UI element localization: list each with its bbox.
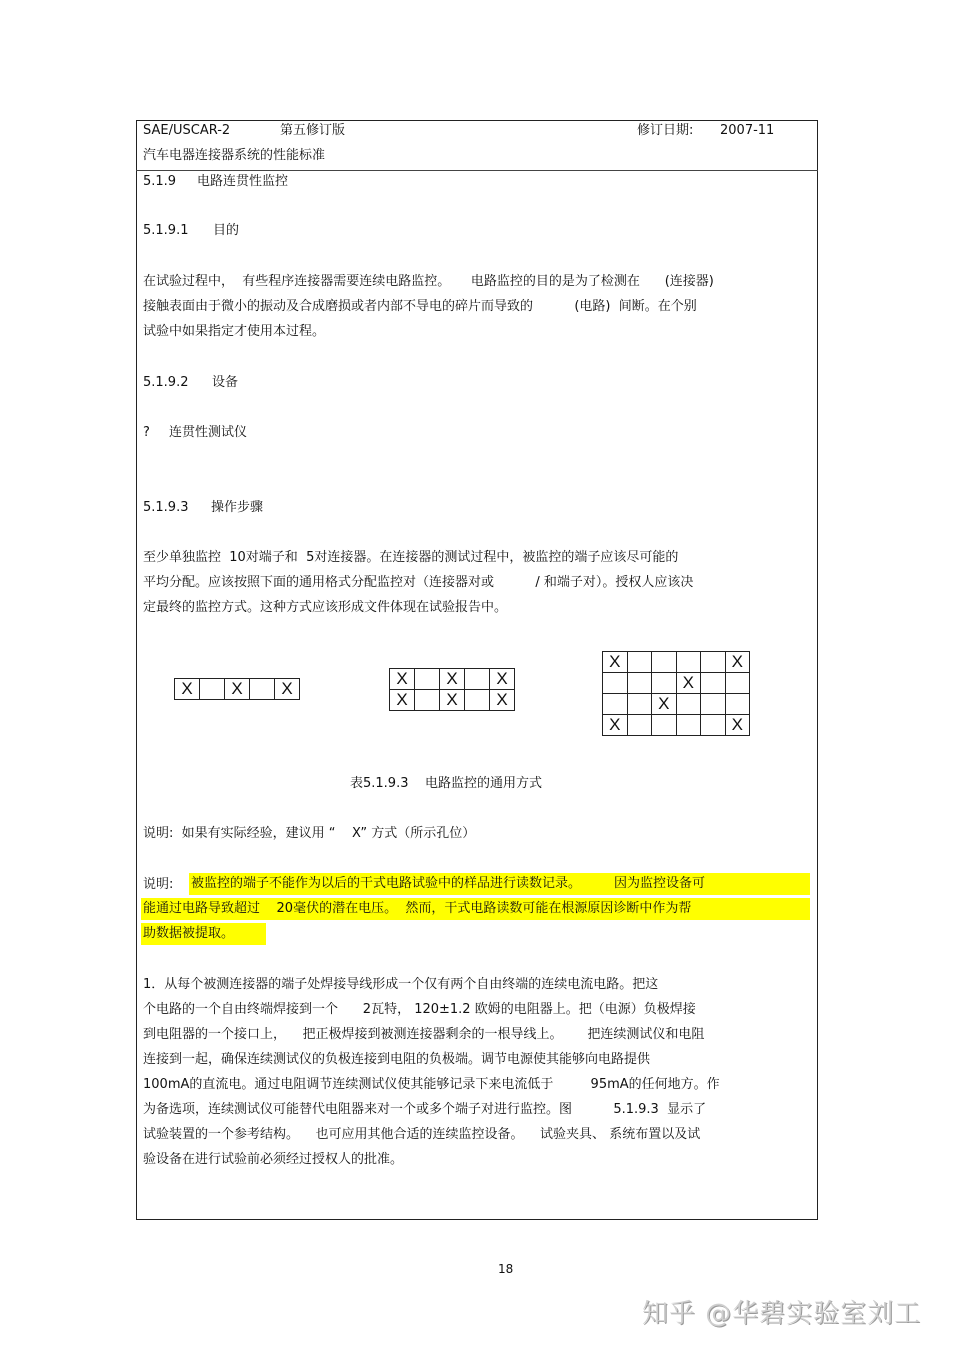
grid-cell-empty [701,694,726,715]
revision: 第五修订版 [280,123,346,138]
grid-cell-empty [200,679,225,700]
monitoring-grid-2x5 [389,668,515,711]
grid-cell-empty [652,673,677,694]
step-1-line: 连接到一起，确保连续测试仪的负极连接到电阻的负极端。调节电源使其能够向电路提供 [143,1052,651,1067]
grid-row [390,669,515,690]
date-label: 修订日期: [637,123,694,138]
date-value: 2007-11 [720,123,775,138]
equipment-item: 连贯性测试仪 [169,425,248,440]
grid-cell-empty [415,669,440,690]
doc-id: SAE/USCAR-2 [143,123,231,138]
grid-cell-empty [603,694,628,715]
note-2-line: 助数据被提取。 [141,923,266,945]
grid-cell-monitored: X [390,690,415,711]
grid-cell-empty [415,690,440,711]
grid-cell-empty [676,694,701,715]
grid-cell-monitored: X [652,694,677,715]
grid-cell-empty [627,715,652,736]
purpose-line: 试验中如果指定才使用本过程。 [143,324,326,339]
step-1-line: 1．从每个被测连接器的端子处焊接导线形成一个仅有两个自由终端的连续电流电路。把这 [143,977,659,992]
note-2-line: 被监控的端子不能作为以后的干式电路试验中的样品进行读数记录。 因为监控设备可 [189,873,810,895]
step-1-line: 到电阻器的一个接口上， 把正极焊接到被测连接器剩余的一根导线上。 把连续测试仪和电阻 [143,1027,705,1042]
grid-cell-empty [465,669,490,690]
grid-row [603,715,750,736]
procedure-title: 操作步骤 [211,500,264,515]
grid-cell-empty [465,690,490,711]
header-divider [136,170,818,171]
grid-row [603,694,750,715]
doc-subtitle: 汽车电器连接器系统的性能标准 [143,148,326,163]
step-1-line: 为备选项，连续测试仪可能替代电阻器来对一个或多个端子对进行监控。图 5.1.9.3 显示了 [143,1102,707,1117]
section-title: 电路连贯性监控 [197,174,289,189]
grid-cell-monitored: X [390,669,415,690]
grid-cell-empty [603,673,628,694]
grid-row [603,673,750,694]
step-1-line: 试验装置的一个参考结构。 也可应用其他合适的连续监控设备。 试验夹具、 系统布置以及试 [143,1127,701,1142]
monitoring-grid-1x5 [174,678,300,700]
grid-cell-empty [250,679,275,700]
figure-caption: 表5.1.9.3 电路监控的通用方式 [350,776,543,791]
grid-cell-empty [725,694,750,715]
grid-cell-empty [627,652,652,673]
grid-cell-monitored: X [440,669,465,690]
grid-cell-monitored: X [275,679,300,700]
grid-row [390,690,515,711]
grid-row [603,652,750,673]
procedure-line: 平均分配。应该按照下面的通用格式分配监控对（连接器对或 / 和端子对）。授权人应该决 [143,575,694,590]
procedure-line: 定最终的监控方式。这种方式应该形成文件体现在试验报告中。 [143,600,508,615]
step-1-line: 个电路的一个自由终端焊接到一个 2瓦特， 120±1.2 欧姆的电阻器上。把（电源）负极焊接 [143,1002,696,1017]
purpose-line: 在试验过程中， 有些程序连接器需要连续电路监控。 电路监控的目的是为了检测在 (连接器) [143,274,714,289]
grid-cell-monitored: X [490,669,515,690]
grid-cell-empty [701,673,726,694]
grid-cell-empty [725,673,750,694]
grid-cell-monitored: X [603,715,628,736]
grid-cell-empty [676,652,701,673]
equipment-title: 设备 [212,375,239,390]
grid-cell-monitored: X [725,715,750,736]
grid-cell-empty [701,715,726,736]
equipment-bullet: ? [143,425,150,440]
procedure-number: 5.1.9.3 [143,500,189,515]
grid-cell-empty [627,694,652,715]
equipment-number: 5.1.9.2 [143,375,189,390]
note-2-line: 能通过电路导致超过 20毫伏的潜在电压。 然而，干式电路读数可能在根源原因诊断中作为帮 [141,898,810,920]
grid-cell-empty [701,652,726,673]
grid-cell-empty [627,673,652,694]
grid-cell-monitored: X [225,679,250,700]
grid-cell-empty [652,715,677,736]
grid-cell-monitored: X [175,679,200,700]
grid-cell-monitored: X [440,690,465,711]
grid-cell-empty [676,715,701,736]
grid-cell-monitored: X [725,652,750,673]
procedure-line: 至少单独监控 10对端子和 5对连接器。在连接器的测试过程中，被监控的端子应该尽可能的 [143,550,679,565]
step-1-line: 100mA的直流电。通过电阻调节连续测试仪使其能够记录下来电流低于 95mA的任何地方。作 [143,1077,720,1092]
grid-row [175,679,300,700]
purpose-number: 5.1.9.1 [143,223,189,238]
grid-cell-monitored: X [603,652,628,673]
grid-cell-monitored: X [490,690,515,711]
note-2-label: 说明: [143,877,174,892]
watermark: 知乎 @华碧实验室刘工 [642,1299,922,1329]
purpose-title: 目的 [213,223,240,238]
page-number: 18 [498,1262,514,1276]
monitoring-grid-4x6 [602,651,750,736]
purpose-line: 接触表面由于微小的振动及合成磨损或者内部不导电的碎片而导致的 (电路) 间断。在个别 [143,299,697,314]
note-1: 说明: 如果有实际经验，建议用 “ X” 方式（所示孔位） [143,826,476,841]
grid-cell-monitored: X [676,673,701,694]
grid-cell-empty [652,652,677,673]
section-number: 5.1.9 [143,174,177,189]
step-1-line: 验设备在进行试验前必须经过授权人的批准。 [143,1152,404,1167]
